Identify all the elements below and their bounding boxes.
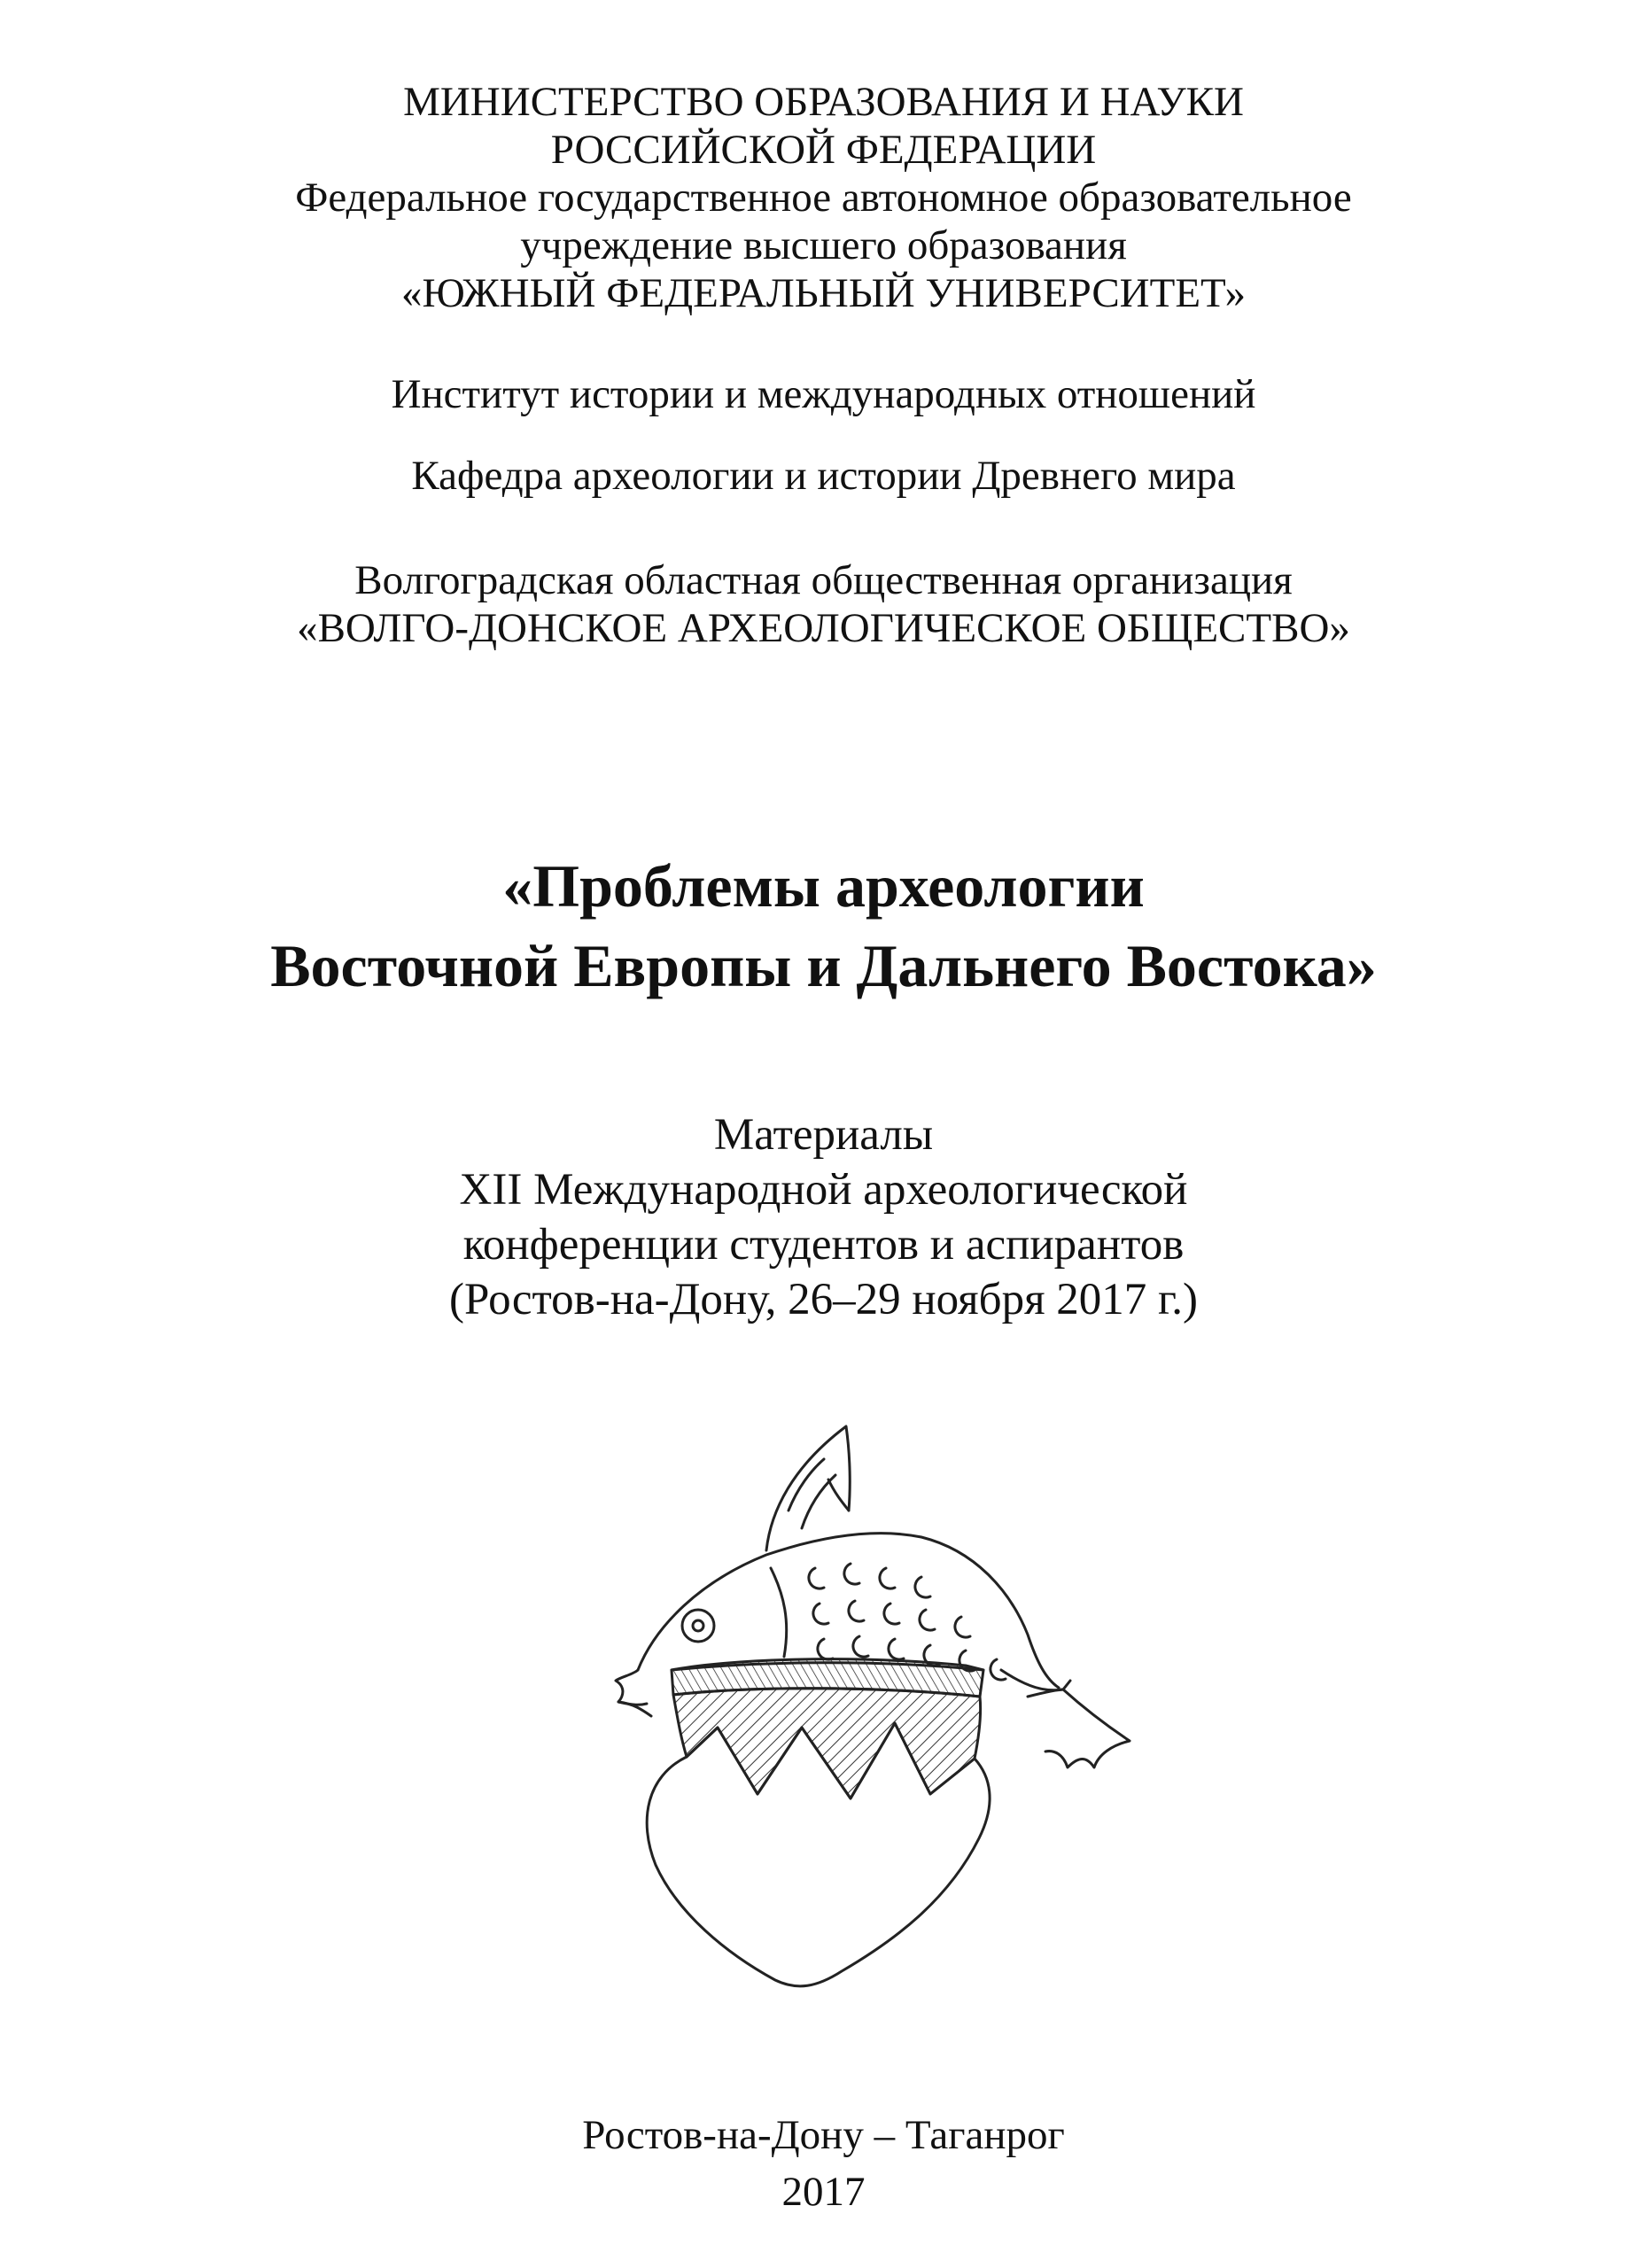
institute-name: Институт истории и международных отношений xyxy=(391,371,1256,417)
materials-line-4: (Ростов-на-Дону, 26–29 ноября 2017 г.) xyxy=(449,1275,1198,1324)
university-name: «ЮЖНЫЙ ФЕДЕРАЛЬНЫЙ УНИВЕРСИТЕТ» xyxy=(400,270,1247,316)
book-title-line-1: «Проблемы археологии xyxy=(502,852,1145,920)
institute-block xyxy=(0,370,1647,418)
society-block xyxy=(0,556,1647,652)
department-block xyxy=(0,452,1647,500)
ministry-line-1: МИНИСТЕРСТВО ОБРАЗОВАНИЯ И НАУКИ xyxy=(403,79,1244,125)
imprint-cities: Ростов-на-Дону – Таганрог xyxy=(582,2112,1065,2158)
imprint-block xyxy=(0,2107,1647,2220)
university-type-line-1: Федеральное государственное автономное образовательное xyxy=(295,175,1352,221)
society-line-1: Волгоградская областная общественная организация xyxy=(354,557,1293,603)
fish-on-pot-icon xyxy=(585,1404,1161,1989)
materials-block xyxy=(0,1107,1647,1327)
imprint-year: 2017 xyxy=(781,2169,866,2215)
materials-line-3: конференции студентов и аспирантов xyxy=(462,1220,1185,1270)
book-title xyxy=(0,846,1647,1006)
ministry-line-2: РОССИЙСКОЙ ФЕДЕРАЦИИ xyxy=(550,127,1097,173)
materials-line-1: Материалы xyxy=(713,1110,934,1160)
society-line-2: «ВОЛГО-ДОНСКОЕ АРХЕОЛОГИЧЕСКОЕ ОБЩЕСТВО» xyxy=(297,605,1350,651)
department-name: Кафедра археологии и истории Древнего мира xyxy=(411,453,1236,499)
university-type-line-2: учреждение высшего образования xyxy=(520,222,1127,268)
materials-line-2: XII Международной археологической xyxy=(459,1165,1188,1215)
book-title-line-2: Восточной Европы и Дальнего Востока» xyxy=(270,932,1377,999)
organization-block xyxy=(0,78,1647,317)
